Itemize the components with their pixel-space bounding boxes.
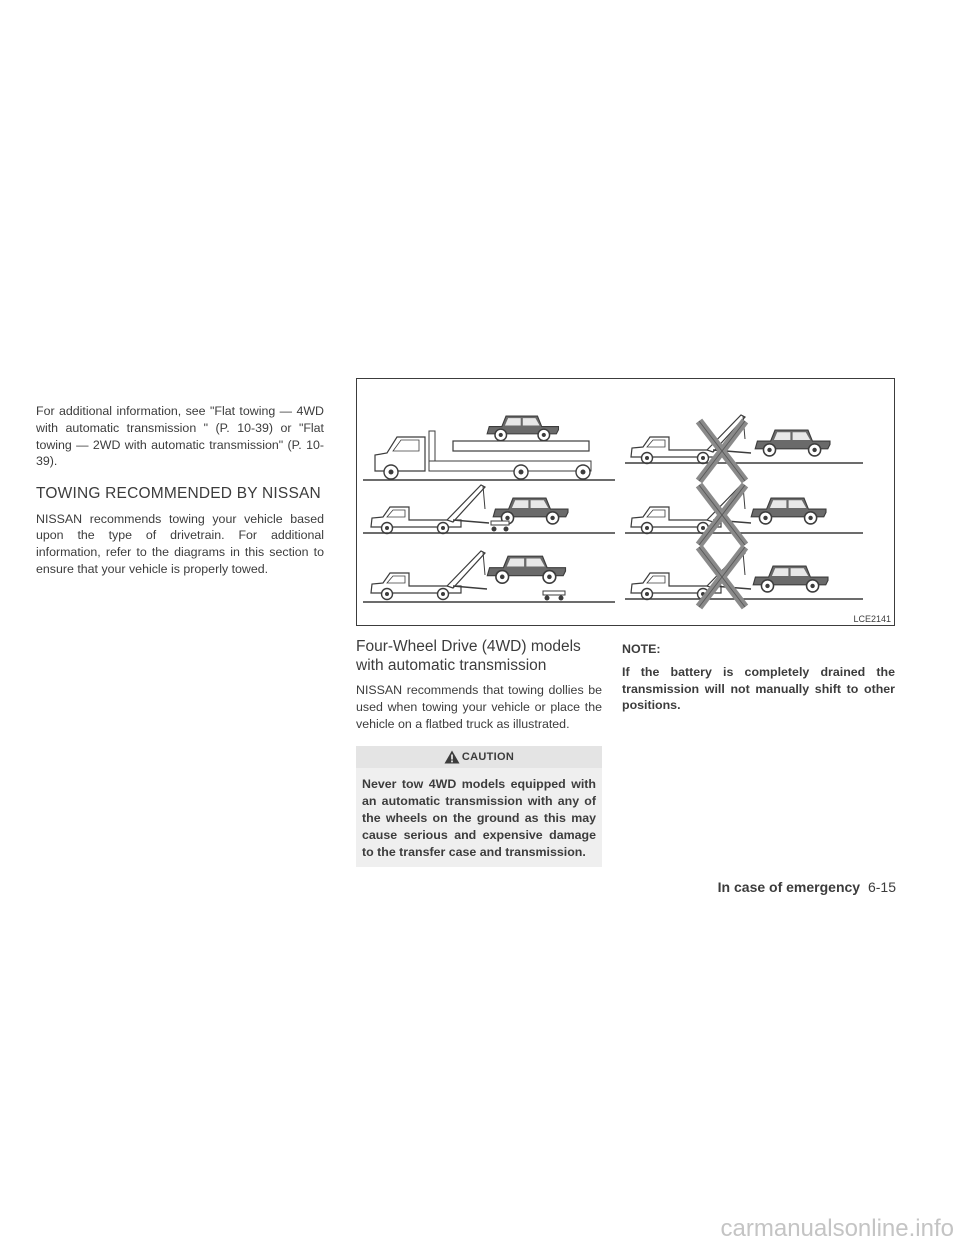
tow-truck-dolly-ok-1 bbox=[363, 485, 615, 534]
tow-truck-dolly-ok-2 bbox=[363, 551, 615, 602]
footer-section-title: In case of emergency bbox=[717, 879, 861, 895]
figure-code: LCE2141 bbox=[853, 614, 891, 624]
tow-truck-wrong-1 bbox=[625, 415, 863, 481]
section-heading: TOWING RECOMMENDED BY NISSAN bbox=[36, 485, 321, 503]
towing-illustration bbox=[356, 378, 895, 626]
subsection-heading: Four-Wheel Drive (4WD) models with automatic transmission bbox=[356, 638, 581, 674]
watermark-text: carmanualsonline.info bbox=[720, 1215, 954, 1242]
warning-triangle-icon bbox=[444, 750, 460, 764]
not-allowed-cross-icon bbox=[699, 547, 745, 607]
middle-column bbox=[356, 638, 602, 867]
tow-truck-wrong-2 bbox=[625, 485, 863, 545]
flatbed-truck-ok bbox=[363, 416, 615, 480]
intro-paragraph: For additional information, see "Flat towing — 4WD with automatic transmission " (P. 10-39) or "Flat towing — 2WD with automatic transmission" (P. 10-39). bbox=[36, 404, 324, 469]
caution-label: CAUTION bbox=[461, 751, 515, 764]
note-title: NOTE: bbox=[622, 642, 661, 656]
right-column bbox=[622, 638, 895, 714]
caution-box bbox=[356, 746, 602, 867]
left-column bbox=[36, 403, 324, 578]
caution-header bbox=[356, 746, 602, 768]
not-allowed-cross-icon bbox=[699, 485, 745, 545]
section-body: NISSAN recommends towing your vehicle based upon the type of drivetrain. For additional information, refer to the diagrams in this section to ensure that your vehicle is properly towed. bbox=[36, 511, 324, 577]
caution-text: Never tow 4WD models equipped with an automatic transmission with any of the wheels on the ground as this may cause serious and expensive damage to the transfer case and transmission. bbox=[356, 768, 602, 867]
tow-truck-wrong-3 bbox=[625, 547, 863, 607]
note-text: If the battery is completely drained the transmission will not manually shift to other positions. bbox=[622, 664, 895, 713]
towing-diagram bbox=[357, 379, 894, 625]
page-footer bbox=[718, 879, 896, 895]
page-number: 6-15 bbox=[867, 879, 896, 895]
subsection-body: NISSAN recommends that towing dollies be used when towing your vehicle or place the vehicle on a flatbed truck as illustrated. bbox=[356, 683, 602, 731]
watermark bbox=[0, 1215, 960, 1243]
